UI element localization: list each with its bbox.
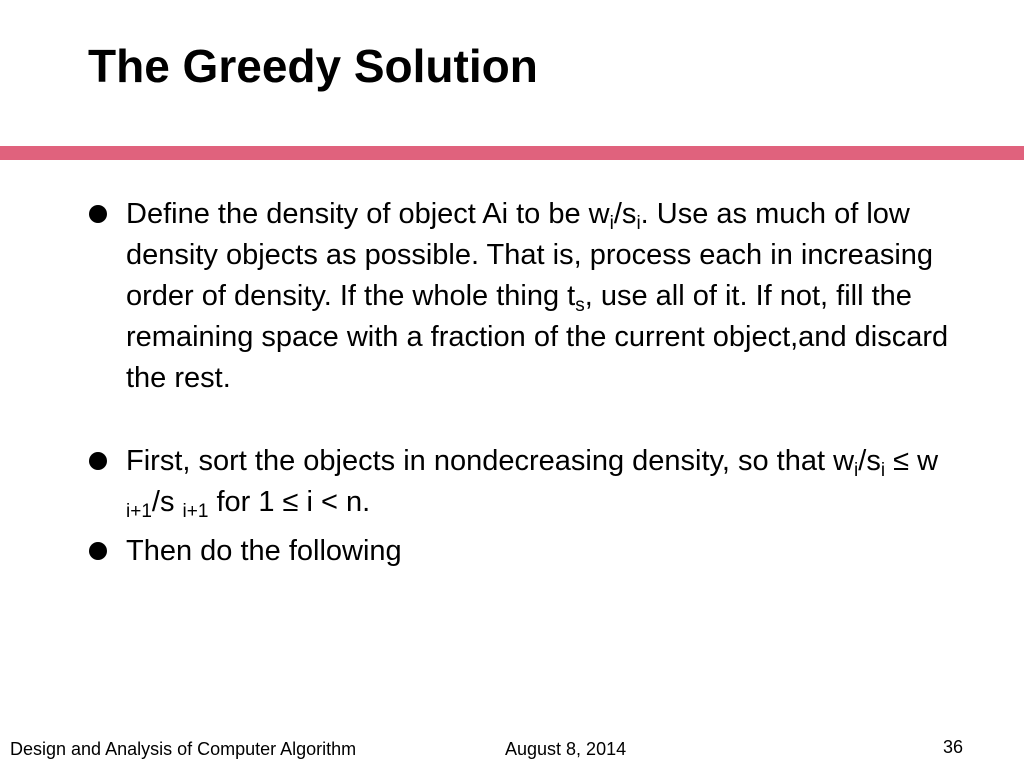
slide-page-number: 36 bbox=[943, 737, 964, 757]
bullet-text bbox=[126, 198, 948, 394]
slide-title: The Greedy Solution bbox=[88, 40, 538, 92]
text-segment: , use all of it. If not, fill the remaining space with a fraction of the current object,and discard the rest. bbox=[126, 280, 949, 394]
text-segment: /s bbox=[151, 486, 183, 518]
bullet-density-definition bbox=[86, 194, 986, 399]
subscript: s bbox=[575, 295, 585, 316]
subscript: i bbox=[854, 460, 859, 481]
text-segment: /s bbox=[858, 445, 881, 477]
subscript: i+1 bbox=[182, 501, 209, 522]
subscript: i+1 bbox=[126, 501, 152, 522]
text-segment: ≤ w bbox=[885, 445, 939, 477]
subscript: i bbox=[880, 460, 886, 481]
subscript: i bbox=[636, 213, 641, 234]
text-segment: First, sort the objects in nondecreasing density, so that w bbox=[126, 445, 855, 477]
title-divider bbox=[0, 146, 1024, 160]
bullet-list bbox=[86, 194, 986, 572]
bullet-sort-step bbox=[86, 441, 986, 523]
text-segment: /s bbox=[613, 198, 637, 230]
bullet-dot-icon bbox=[89, 452, 107, 470]
text-segment: . Use as much of low density objects as possible. That is, process each in increasing order of density. If the whole thing t bbox=[126, 198, 934, 312]
footer-date: August 8, 2014 bbox=[505, 739, 627, 759]
bullet-text: Then do the following bbox=[126, 535, 402, 567]
bullet-text bbox=[126, 445, 939, 522]
text-segment: for 1 ≤ i < n. bbox=[208, 486, 371, 518]
bullet-dot-icon bbox=[89, 205, 107, 223]
subscript: i bbox=[609, 213, 614, 234]
footer-course-title: Design and Analysis of Computer Algorithm bbox=[10, 739, 357, 759]
text-segment: Define the density of object Ai to be w bbox=[126, 198, 610, 230]
bullet-next-step bbox=[86, 531, 986, 572]
bullet-dot-icon bbox=[89, 542, 107, 560]
